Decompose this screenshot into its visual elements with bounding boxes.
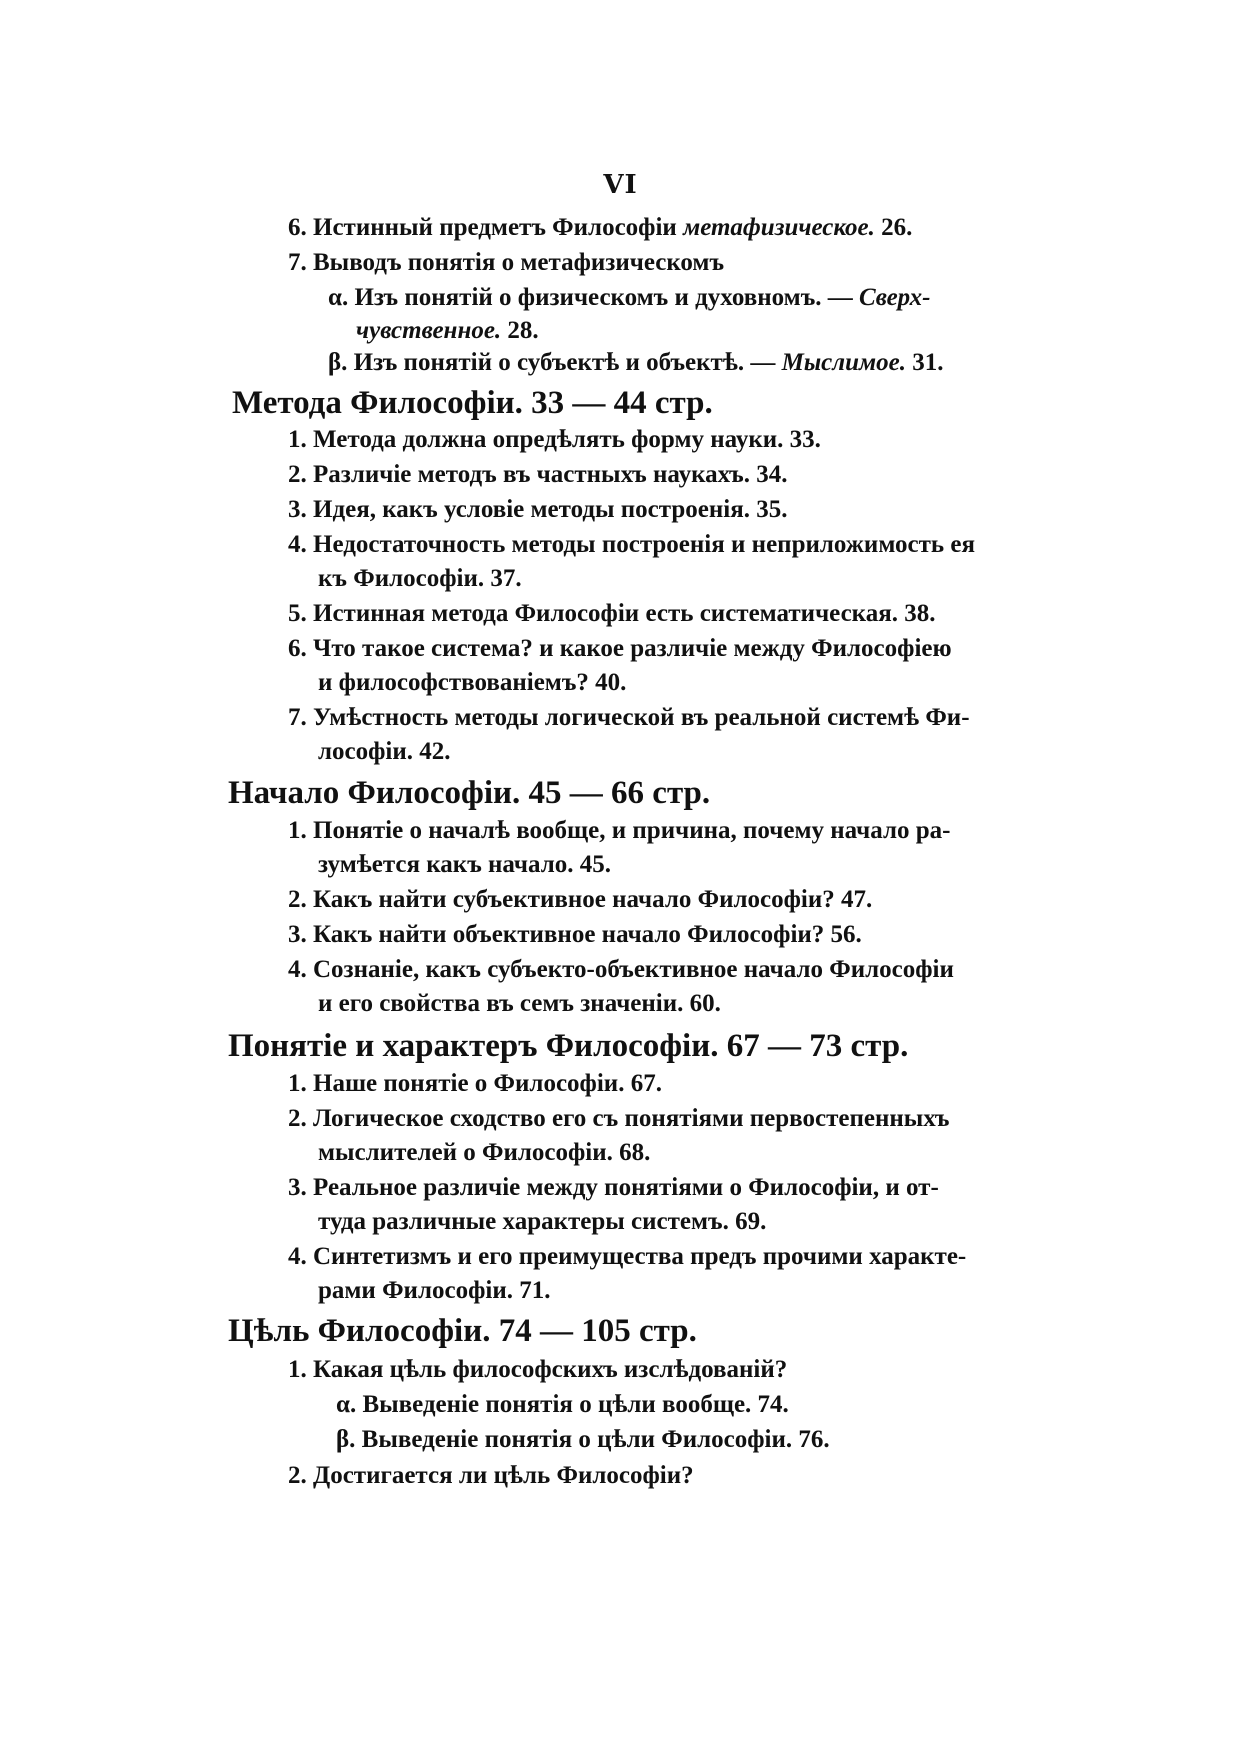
section-heading-nachalo: Начало Философіи. 45 — 66 стр. <box>228 775 711 811</box>
metoda-item-4: 4. Недостаточность методы построенія и неприложимость ея <box>288 531 975 558</box>
toc-item-7a-cont <box>356 318 539 343</box>
toc-item-6 <box>288 215 912 240</box>
nachalo-item-3: 3. Какъ найти объективное начало Философіи? 56. <box>288 921 862 948</box>
metoda-item-6: 6. Что такое система? и какое различіе между Философіею <box>288 635 952 662</box>
nachalo-item-1: 1. Понятіе о началѣ вообще, и причина, почему начало ра- <box>288 817 951 844</box>
ponyatie-item-2-cont: мыслителей о Философіи. 68. <box>318 1139 651 1166</box>
metoda-item-2: 2. Различіе методъ въ частныхъ наукахъ. 34. <box>288 461 788 488</box>
nachalo-item-1-cont: зумѣется какъ начало. 45. <box>318 851 612 878</box>
tsel-item-1a: α. Выведеніе понятія о цѣли вообще. 74. <box>336 1391 789 1418</box>
toc-item-7a-text: α. Изъ понятій о физическомъ и духовномъ. — <box>328 284 853 311</box>
ponyatie-item-2: 2. Логическое сходство его съ понятіями первостепенныхъ <box>288 1105 950 1132</box>
section-heading-ponyatie: Понятіе и характеръ Философіи. 67 — 73 стр. <box>228 1028 909 1064</box>
toc-item-6-page: 26. <box>881 214 913 241</box>
toc-item-7a-cont-page: 28. <box>507 317 539 344</box>
ponyatie-item-4: 4. Синтетизмъ и его преимущества предъ прочими характе- <box>288 1243 967 1270</box>
nachalo-item-4: 4. Сознаніе, какъ субъекто-объективное начало Философіи <box>288 956 954 983</box>
metoda-item-4-cont: къ Философіи. 37. <box>318 565 522 592</box>
metoda-item-7: 7. Умѣстность методы логической въ реальной системѣ Фи- <box>288 704 970 731</box>
toc-item-7a-italic: Сверх- <box>859 284 931 311</box>
toc-item-7b <box>328 350 943 375</box>
metoda-item-1: 1. Метода должна опредѣлять форму науки. 33. <box>288 426 821 453</box>
toc-item-6-text: 6. Истинный предметъ Философіи <box>288 214 677 241</box>
ponyatie-item-3-cont: туда различные характеры системъ. 69. <box>318 1208 767 1235</box>
nachalo-item-4-cont: и его свойства въ семъ значеніи. 60. <box>318 990 721 1017</box>
tsel-item-1: 1. Какая цѣль философскихъ изслѣдованій? <box>288 1356 788 1383</box>
metoda-item-6-cont: и философствованіемъ? 40. <box>318 669 627 696</box>
toc-item-7b-page: 31. <box>912 349 944 376</box>
metoda-item-3: 3. Идея, какъ условіе методы построенія. 35. <box>288 496 788 523</box>
ponyatie-item-4-cont: рами Философіи. 71. <box>318 1277 551 1304</box>
toc-item-6-italic: метафизическое. <box>683 214 875 241</box>
tsel-item-2: 2. Достигается ли цѣль Философіи? <box>288 1462 694 1489</box>
metoda-item-7-cont: лософіи. 42. <box>318 738 451 765</box>
toc-item-7b-text: β. Изъ понятій о субъектѣ и объектѣ. — <box>328 349 776 376</box>
section-heading-metoda: Метода Философіи. 33 — 44 стр. <box>232 385 713 421</box>
toc-item-7b-italic: Мыслимое. <box>781 349 906 376</box>
toc-item-7a <box>328 285 931 310</box>
toc-item-7: 7. Выводъ понятія о метафизическомъ <box>288 249 725 276</box>
section-heading-tsel: Цѣль Философіи. 74 — 105 стр. <box>228 1313 697 1349</box>
ponyatie-item-3: 3. Реальное различіе между понятіями о Философіи, и от- <box>288 1174 939 1201</box>
page-number: VI <box>603 170 638 200</box>
nachalo-item-2: 2. Какъ найти субъективное начало Философіи? 47. <box>288 886 873 913</box>
tsel-item-1b: β. Выведеніе понятія о цѣли Философіи. 76. <box>336 1426 830 1453</box>
metoda-item-5: 5. Истинная метода Философіи есть систематическая. 38. <box>288 600 936 627</box>
ponyatie-item-1: 1. Наше понятіе о Философіи. 67. <box>288 1070 662 1097</box>
toc-item-7a-cont-italic: чувственное. <box>356 317 502 344</box>
